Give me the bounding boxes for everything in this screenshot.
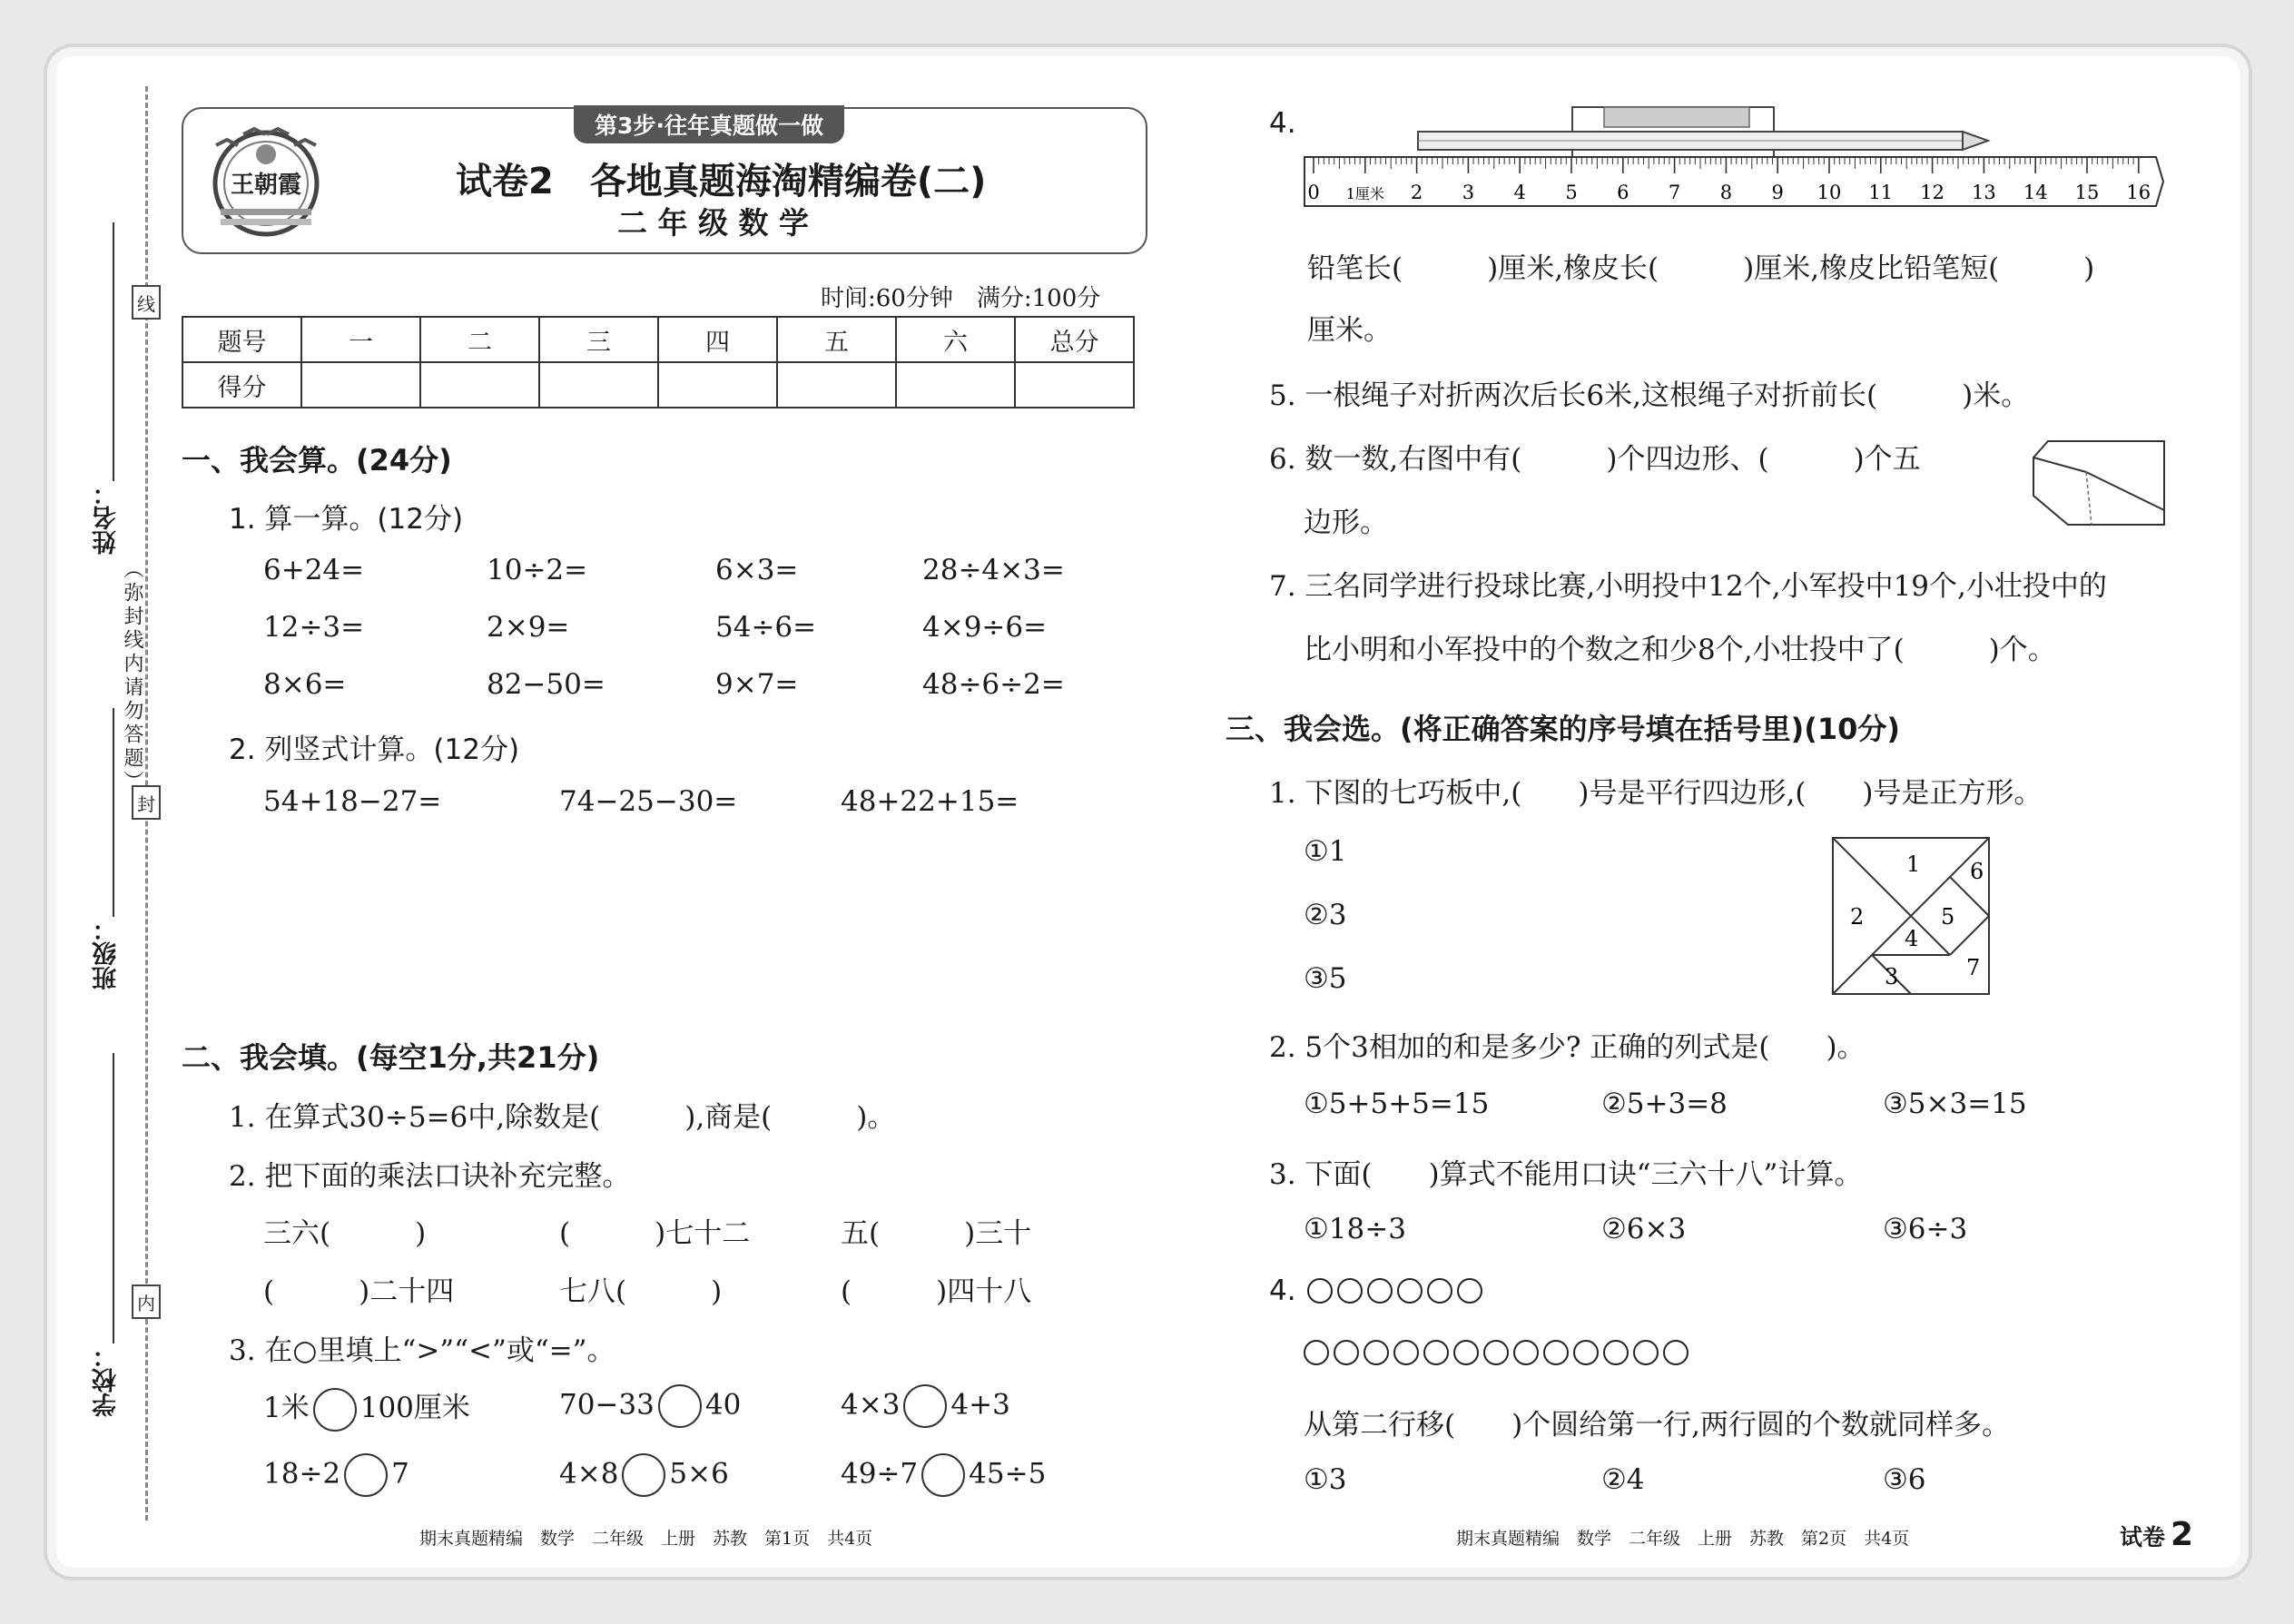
compare-item: 49÷7 45÷5: [841, 1453, 1046, 1497]
svg-text:3: 3: [1885, 964, 1899, 989]
rhyme-item: ( )四十八: [841, 1275, 1032, 1308]
calc-item: 2×9=: [487, 611, 570, 644]
score-table-header-row: [182, 317, 1134, 362]
circles-row-2: [1304, 1340, 1693, 1365]
score-table: [182, 316, 1135, 408]
score-blank[interactable]: [1015, 362, 1134, 408]
count-circle: [1453, 1340, 1479, 1365]
score-cell: 五: [777, 317, 896, 362]
footer-right: 期末真题精编 数学 二年级 上册 苏教 第2页 共4页: [1456, 1529, 1910, 1549]
calc-item: 82−50=: [487, 668, 605, 701]
class-label: 班级：: [93, 917, 121, 990]
section3-title: 三、我会选。(将正确答案的序号填在括号里)(10分): [1226, 712, 1901, 746]
count-circle: [1367, 1278, 1393, 1304]
s3-q4-option[interactable]: ③6: [1883, 1463, 1926, 1496]
seal-char-inner: 内: [132, 1284, 161, 1319]
count-circle: [1513, 1340, 1539, 1365]
count-circle: [1603, 1340, 1629, 1365]
pencil-tip: [1963, 132, 1988, 150]
step-tab: 第3步·往年真题做一做: [574, 105, 844, 143]
s3-q3-option[interactable]: ③6÷3: [1883, 1213, 1968, 1245]
s3-q2-option[interactable]: ①5+5+5=15: [1304, 1088, 1490, 1120]
calc-item: 12÷3=: [263, 611, 365, 644]
calc-item: 8×6=: [263, 668, 347, 701]
ruler-label: 1厘米: [1345, 185, 1384, 202]
name-label: 姓名：: [93, 481, 121, 555]
calc-item: 6×3=: [715, 554, 799, 586]
score-cell: 四: [658, 317, 777, 362]
score-row-label: 得分: [182, 362, 301, 408]
calc-item: 9×7=: [715, 668, 799, 701]
score-blank[interactable]: [777, 362, 896, 408]
score-cell: 总分: [1015, 317, 1134, 362]
exam-subtitle: 二 年 级 数 学: [617, 205, 809, 241]
calc-item: 54÷6=: [715, 611, 817, 644]
compare-circle[interactable]: [622, 1453, 665, 1497]
score-blank[interactable]: [539, 362, 658, 408]
rhyme-item: ( )七十二: [559, 1217, 751, 1250]
ruler-label: 3: [1462, 182, 1475, 203]
count-circle: [1304, 1340, 1329, 1365]
exam-title: 试卷2 各地真题海淘精编卷(二): [456, 161, 987, 202]
s2-q4-line2: 厘米。: [1307, 314, 1392, 347]
seal-note: （弥封线内请勿答题）: [121, 558, 143, 794]
s1-q2-title: 2. 列竖式计算。(12分): [229, 733, 520, 766]
s3-q1-option[interactable]: ③5: [1304, 962, 1347, 995]
ruler-label: 14: [2023, 182, 2048, 203]
vertical-calc-item: 74−25−30=: [559, 785, 738, 818]
ruler-label: 15: [2074, 182, 2100, 203]
compare-item: 4×3 4+3: [841, 1384, 1010, 1428]
count-circle: [1393, 1340, 1419, 1365]
ruler-label: 0: [1307, 182, 1320, 203]
count-circle: [1364, 1340, 1389, 1365]
ruler-label: 12: [1920, 182, 1944, 203]
s2-q7-line1: 7. 三名同学进行投球比赛,小明投中12个,小军投中19个,小壮投中的: [1269, 570, 2107, 603]
score-cell: 三: [539, 317, 658, 362]
compare-circle[interactable]: [313, 1388, 357, 1432]
school-label: 学校：: [93, 1343, 121, 1417]
ruler-diagram: [1303, 104, 2165, 222]
score-cell: 二: [420, 317, 539, 362]
s3-q4-text: 从第二行移( )个圆给第一行,两行圆的个数就同样多。: [1304, 1409, 2011, 1442]
count-circle: [1427, 1278, 1452, 1304]
count-circle: [1337, 1278, 1363, 1304]
vertical-calc-item: 48+22+15=: [841, 785, 1019, 818]
compare-item: 18÷2 7: [263, 1453, 409, 1497]
count-circle: [1633, 1340, 1659, 1365]
ruler-label: 9: [1771, 182, 1784, 203]
calc-item: 48÷6÷2=: [922, 668, 1065, 701]
s3-q2-option[interactable]: ②5+3=8: [1601, 1088, 1728, 1120]
seal-char-line: 线: [132, 285, 161, 320]
section1-title: 一、我会算。(24分): [182, 443, 452, 477]
svg-text:5: 5: [1941, 904, 1955, 930]
svg-text:7: 7: [1966, 955, 1981, 980]
s2-q4-line1: 铅笔长( )厘米,橡皮长( )厘米,橡皮比铅笔短( ): [1307, 252, 2095, 285]
class-line: [113, 708, 114, 917]
s3-q3: 3. 下面( )算式不能用口诀“三六十八”计算。: [1269, 1158, 1863, 1191]
s1-q1-title: 1. 算一算。(12分): [229, 503, 464, 536]
count-circle: [1457, 1278, 1482, 1304]
s3-q3-option[interactable]: ②6×3: [1601, 1213, 1687, 1245]
count-circle: [1663, 1340, 1689, 1365]
s2-q6-line1: 6. 数一数,右图中有( )个四边形、( )个五: [1269, 443, 1921, 476]
score-blank[interactable]: [896, 362, 1015, 408]
s3-q1-option[interactable]: ①1: [1304, 835, 1347, 868]
rhyme-item: ( )二十四: [263, 1275, 455, 1308]
s2-q4-label: 4.: [1269, 107, 1296, 140]
svg-text:6: 6: [1970, 859, 1984, 884]
count-circle: [1307, 1278, 1333, 1304]
compare-circle[interactable]: [344, 1453, 388, 1497]
compare-item: 1米 100厘米: [263, 1384, 470, 1432]
compare-item: 4×8 5×6: [559, 1453, 729, 1497]
score-blank[interactable]: [658, 362, 777, 408]
time-and-score: 时间:60分钟 满分:100分: [821, 285, 1101, 312]
logo-text: 王朝霞: [230, 172, 302, 199]
ruler-label: 6: [1617, 182, 1629, 203]
svg-text:4: 4: [1905, 926, 1919, 951]
circles-row-1: [1307, 1278, 1487, 1304]
s3-q4-option[interactable]: ②4: [1601, 1463, 1645, 1496]
compare-circle[interactable]: [921, 1453, 965, 1497]
score-cell: 六: [896, 317, 1015, 362]
score-cell: 题号: [182, 317, 301, 362]
ruler-label: 5: [1565, 182, 1578, 203]
calc-item: 6+24=: [263, 554, 365, 586]
score-blank[interactable]: [420, 362, 539, 408]
compare-circle[interactable]: [903, 1384, 947, 1428]
ruler-label: 7: [1668, 182, 1681, 203]
s3-q1-option[interactable]: ②3: [1304, 899, 1347, 931]
ruler-label: 4: [1513, 182, 1526, 203]
compare-circle[interactable]: [658, 1384, 702, 1428]
s2-q6-line2: 边形。: [1304, 507, 1388, 539]
footer-left: 期末真题精编 数学 二年级 上册 苏教 第1页 共4页: [419, 1529, 873, 1549]
s3-q4-option[interactable]: ①3: [1304, 1463, 1347, 1496]
s3-q3-option[interactable]: ①18÷3: [1304, 1213, 1406, 1245]
s2-q7-line2: 比小明和小军投中的个数之和少8个,小壮投中了( )个。: [1304, 634, 2056, 666]
rhyme-item: 三六( ): [263, 1217, 427, 1250]
count-circle: [1573, 1340, 1599, 1365]
section2-title: 二、我会填。(每空1分,共21分): [182, 1040, 600, 1075]
calc-item: 28÷4×3=: [922, 554, 1065, 586]
ruler-label: 8: [1719, 182, 1733, 203]
s3-q4-label: 4.: [1269, 1275, 1296, 1307]
exam-header: [182, 107, 1147, 254]
s2-q1: 1. 在算式30÷5=6中,除数是( ),商是( )。: [229, 1101, 896, 1134]
s2-q5: 5. 一根绳子对折两次后长6米,这根绳子对折前长( )米。: [1269, 379, 2030, 412]
eraser-sleeve: [1604, 107, 1749, 127]
ruler-label: 2: [1410, 182, 1423, 203]
count-circle: [1423, 1340, 1449, 1365]
school-line: [113, 1053, 114, 1343]
name-line: [113, 222, 114, 481]
page-badge: 试卷 2: [2120, 1516, 2194, 1553]
tangram-figure: [1832, 837, 1990, 995]
s3-q1: 1. 下图的七巧板中,( )号是平行四边形,( )号是正方形。: [1269, 777, 2043, 810]
count-circle: [1543, 1340, 1569, 1365]
s3-q2: 2. 5个3相加的和是多少? 正确的列式是( )。: [1269, 1031, 1866, 1064]
brand-logo: [207, 118, 325, 241]
quadrilateral-figure: [2032, 439, 2166, 527]
compare-item: 70−33 40: [559, 1384, 741, 1428]
ruler-label: 16: [2126, 182, 2151, 203]
seal-char-seal: 封: [132, 785, 161, 820]
rhyme-item: 五( )三十: [841, 1217, 1032, 1250]
svg-text:1: 1: [1906, 851, 1921, 877]
svg-text:2: 2: [1850, 904, 1865, 930]
count-circle: [1397, 1278, 1423, 1304]
ruler-label: 13: [1972, 182, 1996, 203]
ruler-label: 10: [1816, 182, 1842, 203]
calc-item: 4×9÷6=: [922, 611, 1048, 644]
vertical-calc-item: 54+18−27=: [263, 785, 442, 818]
count-circle: [1483, 1340, 1509, 1365]
score-blank[interactable]: [301, 362, 420, 408]
ruler-label: 11: [1868, 182, 1894, 203]
s3-q2-option[interactable]: ③5×3=15: [1883, 1088, 2027, 1120]
s2-q2-title: 2. 把下面的乘法口诀补充完整。: [229, 1160, 631, 1193]
score-table-score-row: [182, 362, 1134, 408]
count-circle: [1334, 1340, 1359, 1365]
s2-q3-title: 3. 在○里填上“>”“<”或“=”。: [229, 1334, 615, 1367]
rhyme-item: 七八( ): [559, 1275, 723, 1308]
score-cell: 一: [301, 317, 420, 362]
calc-item: 10÷2=: [487, 554, 588, 586]
